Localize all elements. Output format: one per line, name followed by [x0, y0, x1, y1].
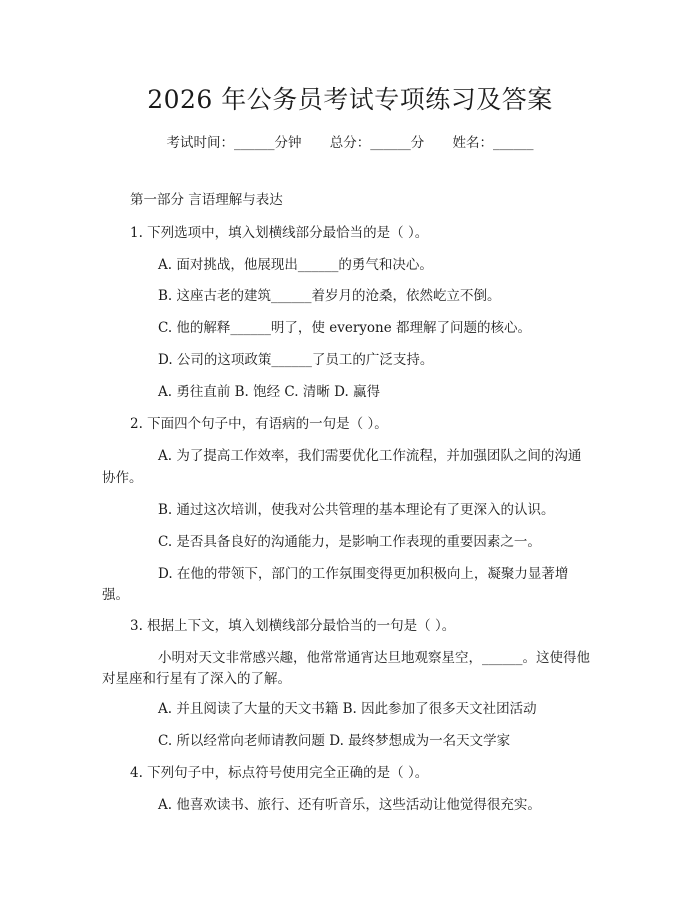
question-3-options-ab: A. 并且阅读了大量的天文书籍 B. 因此参加了很多天文社团活动: [158, 701, 537, 717]
name-field: 姓名：______: [452, 135, 534, 151]
question-1-option-c: C. 他的解释______明了，使 everyone 都理解了问题的核心。: [158, 320, 532, 336]
question-2-option-a: A. 为了提高工作效率，我们需要优化工作流程，并加强团队之间的沟通: [158, 448, 582, 464]
question-2-option-a-cont: 协作。: [102, 470, 143, 486]
question-1-option-b: B. 这座古老的建筑______着岁月的沧桑，依然屹立不倒。: [158, 288, 501, 304]
question-3-stem: 3. 根据上下文，填入划横线部分最恰当的一句是（ ）。: [130, 618, 456, 634]
question-3-passage: 小明对天文非常感兴趣，他常常通宵达旦地观察星空，______。这使得他: [158, 650, 590, 666]
question-2-stem: 2. 下面四个句子中，有语病的一句是（ ）。: [130, 416, 388, 432]
total-score-field: 总分：______分: [329, 135, 425, 151]
question-2-option-d-cont: 强。: [102, 587, 129, 603]
question-2-option-c: C. 是否具备良好的沟通能力，是影响工作表现的重要因素之一。: [158, 534, 541, 550]
question-4-option-a: A. 他喜欢读书、旅行、还有听音乐，这些活动让他觉得很充实。: [158, 797, 541, 813]
question-1-stem: 1. 下列选项中，填入划横线部分最恰当的是（ ）。: [130, 225, 429, 241]
exam-header-fields: [0, 131, 700, 151]
question-3-options-cd: C. 所以经常向老师请教问题 D. 最终梦想成为一名天文学家: [158, 733, 511, 749]
question-3-passage-cont: 对星座和行星有了深入的了解。: [102, 671, 291, 687]
page-title: 2026 年公务员考试专项练习及答案: [147, 85, 553, 114]
question-1-choices: A. 勇往直前 B. 饱经 C. 清晰 D. 赢得: [158, 384, 381, 400]
question-2-option-d: D. 在他的带领下，部门的工作氛围变得更加积极向上，凝聚力显著增: [158, 566, 569, 582]
section-heading: 第一部分 言语理解与表达: [130, 192, 283, 208]
question-1-option-d: D. 公司的这项政策______了员工的广泛支持。: [158, 352, 434, 368]
question-2-option-b: B. 通过这次培训，使我对公共管理的基本理论有了更深入的认识。: [158, 502, 555, 518]
question-4-stem: 4. 下列句子中，标点符号使用完全正确的是（ ）。: [130, 765, 429, 781]
exam-time-field: 考试时间：______分钟: [166, 135, 302, 151]
question-1-option-a: A. 面对挑战，他展现出______的勇气和决心。: [158, 257, 433, 273]
